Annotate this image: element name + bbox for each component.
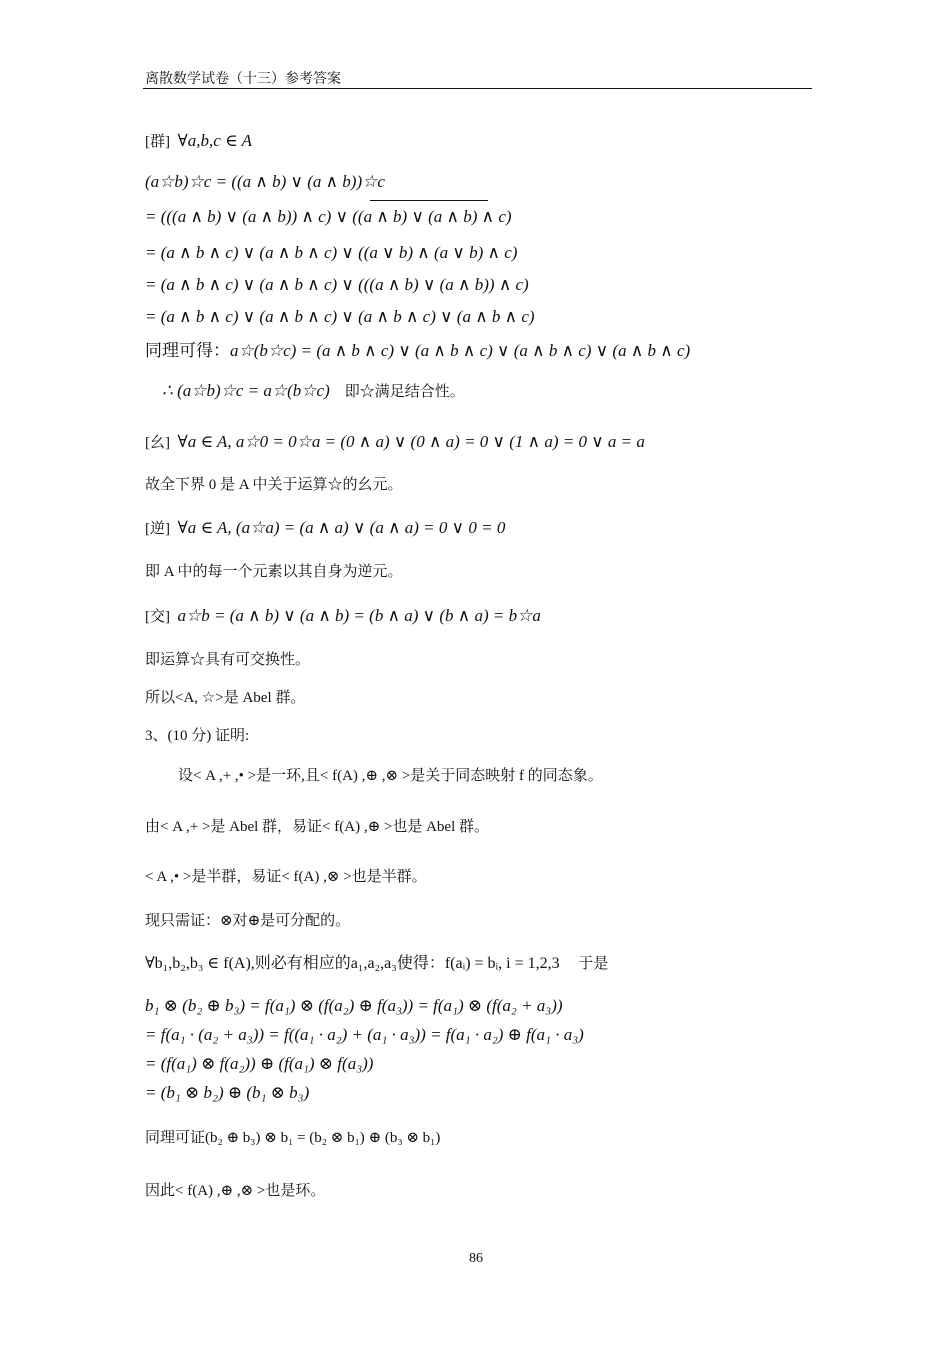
q3-setup: 设< A ,+ ,• >是一环,且< f(A) ,⊕ ,⊗ >是关于同态映射 f 的同态象。	[178, 768, 603, 784]
identity-label: [幺]	[145, 435, 170, 451]
q3-eq-2: = f(a₁ · (a₂ + a₃)) = f((a₁ · a₂) + (a₁ · a₃)) = f(a₁ · a₂) ⊕ f(a₁ · a₃)	[145, 1025, 584, 1044]
commute-heading	[145, 605, 541, 627]
group-eq-5: = (a ∧ b ∧ c) ∨ (a ∧ b ∧ c) ∨ (a ∧ b ∧ c) ∨ (a ∧ b ∧ c)	[145, 307, 535, 326]
group-eq-1: (a☆b)☆c = ((a ∧ b) ∨ (a ∧ b))☆c	[145, 172, 385, 191]
group-eq-2: = (((a ∧ b) ∨ (a ∧ b)) ∧ c) ∨ ((a ∧ b) ∨ (a ∧ b) ∧ c)	[145, 207, 512, 226]
inverse-heading	[145, 517, 505, 539]
q3-eq-3: = (f(a₁) ⊗ f(a₂)) ⊕ (f(a₁) ⊗ f(a₃))	[145, 1054, 374, 1073]
q3-eq-1: b₁ ⊗ (b₂ ⊕ b₃) = f(a₁) ⊗ (f(a₂) ⊕ f(a₃)) = f(a₁) ⊗ (f(a₂ + a₃))	[145, 996, 563, 1015]
group-similar-line	[145, 340, 690, 362]
group-therefore-text: 即☆满足结合性。	[344, 384, 465, 400]
group-similar-eq: a☆(b☆c) = (a ∧ b ∧ c) ∨ (a ∧ b ∧ c) ∨ (a ∧ b ∧ c) ∨ (a ∧ b ∧ c)	[230, 341, 691, 360]
inverse-label: [逆]	[145, 521, 170, 537]
group-therefore-eq: ∴ (a☆b)☆c = a☆(b☆c)	[162, 381, 330, 400]
inverse-text: 即 A 中的每一个元素以其自身为逆元。	[145, 564, 403, 580]
commute-text: 即运算☆具有可交换性。	[145, 652, 311, 668]
page-header-title: 离散数学试卷（十三）参考答案	[145, 72, 341, 87]
commute-label: [交]	[145, 609, 170, 625]
q3-semigroup: < A ,• >是半群，易证< f(A) ,⊗ >也是半群。	[145, 869, 427, 885]
identity-eq: ∀a ∈ A, a☆0 = 0☆a = (0 ∧ a) ∨ (0 ∧ a) = 0 ∨ (1 ∧ a) = 0 ∨ a = a	[177, 432, 645, 451]
group-quantifier: ∀a,b,c ∈ A	[177, 131, 252, 150]
commute-eq: a☆b = (a ∧ b) ∨ (a ∧ b) = (b ∧ a) ∨ (b ∧ a) = b☆a	[177, 606, 541, 625]
q3-forall-tail: 于是	[578, 956, 609, 972]
q3-conclusion: 因此< f(A) ,⊕ ,⊗ >也是环。	[145, 1183, 326, 1199]
q3-eq-4: = (b₁ ⊗ b₂) ⊕ (b₁ ⊗ b₃)	[145, 1083, 310, 1102]
group-eq-4: = (a ∧ b ∧ c) ∨ (a ∧ b ∧ c) ∨ (((a ∧ b) ∨ (a ∧ b)) ∧ c)	[145, 275, 529, 294]
page-number: 86	[469, 1251, 483, 1266]
q3-forall: ∀b₁,b₂,b₃ ∈ f(A),则必有相应的a₁,a₂,a₃使得：f(aᵢ) = bᵢ, i = 1,2,3	[145, 955, 560, 972]
q3-similar: 同理可证(b₂ ⊕ b₃) ⊗ b₁ = (b₂ ⊗ b₁) ⊕ (b₃ ⊗ b₁)	[145, 1130, 441, 1146]
q3-title: 3、(10 分) 证明:	[145, 728, 250, 744]
group-therefore-line	[162, 380, 465, 402]
group-eq-3: = (a ∧ b ∧ c) ∨ (a ∧ b ∧ c) ∨ ((a ∨ b) ∧ (a ∨ b) ∧ c)	[145, 243, 518, 262]
header-rule	[143, 88, 812, 89]
identity-text: 故全下界 0 是 A 中关于运算☆的幺元。	[145, 477, 403, 493]
q3-abel-group: 由< A ,+ >是 Abel 群，易证< f(A) ,⊕ >也是 Abel 群。	[145, 819, 490, 835]
q3-forall-line	[145, 953, 608, 975]
group-label: [群]	[145, 134, 170, 150]
group-heading	[145, 130, 252, 152]
group-similar-prefix: 同理可得：	[145, 341, 230, 360]
complement-overbar	[370, 200, 488, 201]
identity-heading	[145, 431, 645, 453]
q3-need-prove: 现只需证：⊗对⊕是可分配的。	[145, 913, 351, 929]
abel-conclusion: 所以<A, ☆>是 Abel 群。	[145, 690, 306, 706]
inverse-eq: ∀a ∈ A, (a☆a) = (a ∧ a) ∨ (a ∧ a) = 0 ∨ 0 = 0	[177, 518, 506, 537]
